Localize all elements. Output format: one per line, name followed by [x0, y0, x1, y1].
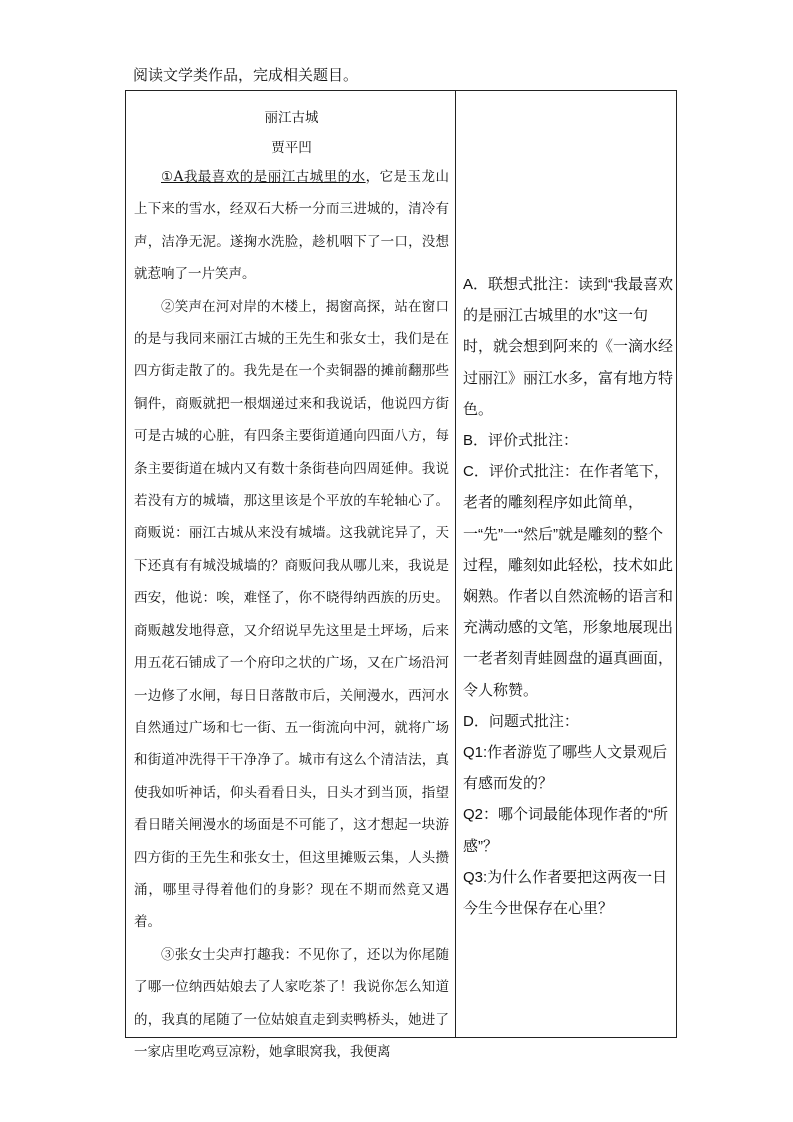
annotation-a: A．联想式批注：读到“我最喜欢的是丽江古城里的水”这一句时，就会想到阿来的《一滴水经过丽江》丽江水多，富有地方特色。: [463, 276, 674, 418]
question-3: Q3:为什么作者要把这两夜一日今生今世保存在心里？: [463, 868, 668, 918]
paragraph-2: ②笑声在河对岸的木楼上，揭窗高探，站在窗口的是与我同来丽江古城的王先生和张女士，我们是在四方街走散了的。我先是在一个卖铜器的摊前翻那些铜件，商贩就把一根烟递过来和我说话，他说四方街可是古城的心脏，有四条主要街道通向四面八方，每条主要街道在城内又有数十条街巷向四周延伸。我说若没有方的城墙，那这里该是个平放的车轮轴心了。商贩说：丽江古城从来没有城墙。这我就诧异了，天下还真有有城没城墙的？商贩问我从哪儿来，我说是西安，他说：唉，难怪了，你不晓得纳西族的历史。商贩越发地得意，又介绍说早先这里是土坪场，后来用五花石铺成了一个府印之状的广场，又在广场沿河一边修了水闸，每日日落散市后，关闸漫水，西河水自然通过广场和七一街、五一街流向中河，就将广场和街道冲洗得干干净净了。城市有这么个清洁法，真使我如听神话，仰头看看日头，日头才到当顶，指望看日睹关闸漫水的场面是不可能了，这才想起一块游四方街的王先生和张女士，但这里摊贩云集，人头攒涌，哪里寻得着他们的身影？现在不期而然竟又遇着。: [134, 298, 449, 931]
instruction-text: 阅读文学类作品，完成相关题目。: [133, 66, 359, 84]
annotation-c: C．评价式批注：在作者笔下，老者的雕刻程序如此简单，一“先”一“然后”就是雕刻的整个过程，雕刻如此轻松，技术如此娴熟。作者以自然流畅的语言和充满动感的文笔，形象地展现出一老者刻青蛙圆盘的逼真画面，令人称赞。: [463, 463, 674, 699]
column-divider: [455, 91, 456, 1037]
paragraph-1: [134, 161, 449, 291]
reading-table: [125, 90, 677, 1060]
paragraph-1-rest: ，它是玉龙山上下来的雪水，经双石大桥一分而三进城的，清冷有声，洁净无泥。遂掬水洗脸，趁机咽下了一口，没想就惹响了一片笑声。: [134, 169, 450, 283]
annotation-b: B．评价式批注：: [463, 432, 579, 450]
question-1: Q1:作者游览了哪些人文景观后有感而发的？: [463, 744, 668, 793]
passage-title: 丽江古城: [264, 110, 319, 126]
passage-author: 贾平凹: [271, 140, 312, 156]
question-2: Q2：哪个词最能体现作者的“所感”？: [463, 806, 669, 855]
paragraph-3: ③张女士尖声打趣我：不见你了，还以为你尾随了哪一位纳西姑娘去了人家吃茶了！我说你怎么知道的，我真的尾随了一位姑娘直走到卖鸭桥头，她进了一家店里吃鸡豆凉粉，她拿眼窝我，我便离: [134, 946, 449, 1060]
annotation-d: D．问题式批注：: [463, 712, 579, 730]
annotation-column: [463, 269, 673, 924]
underlined-sentence: ①A我最喜欢的是丽江古城里的水: [161, 169, 366, 185]
passage-column: [134, 101, 449, 1068]
